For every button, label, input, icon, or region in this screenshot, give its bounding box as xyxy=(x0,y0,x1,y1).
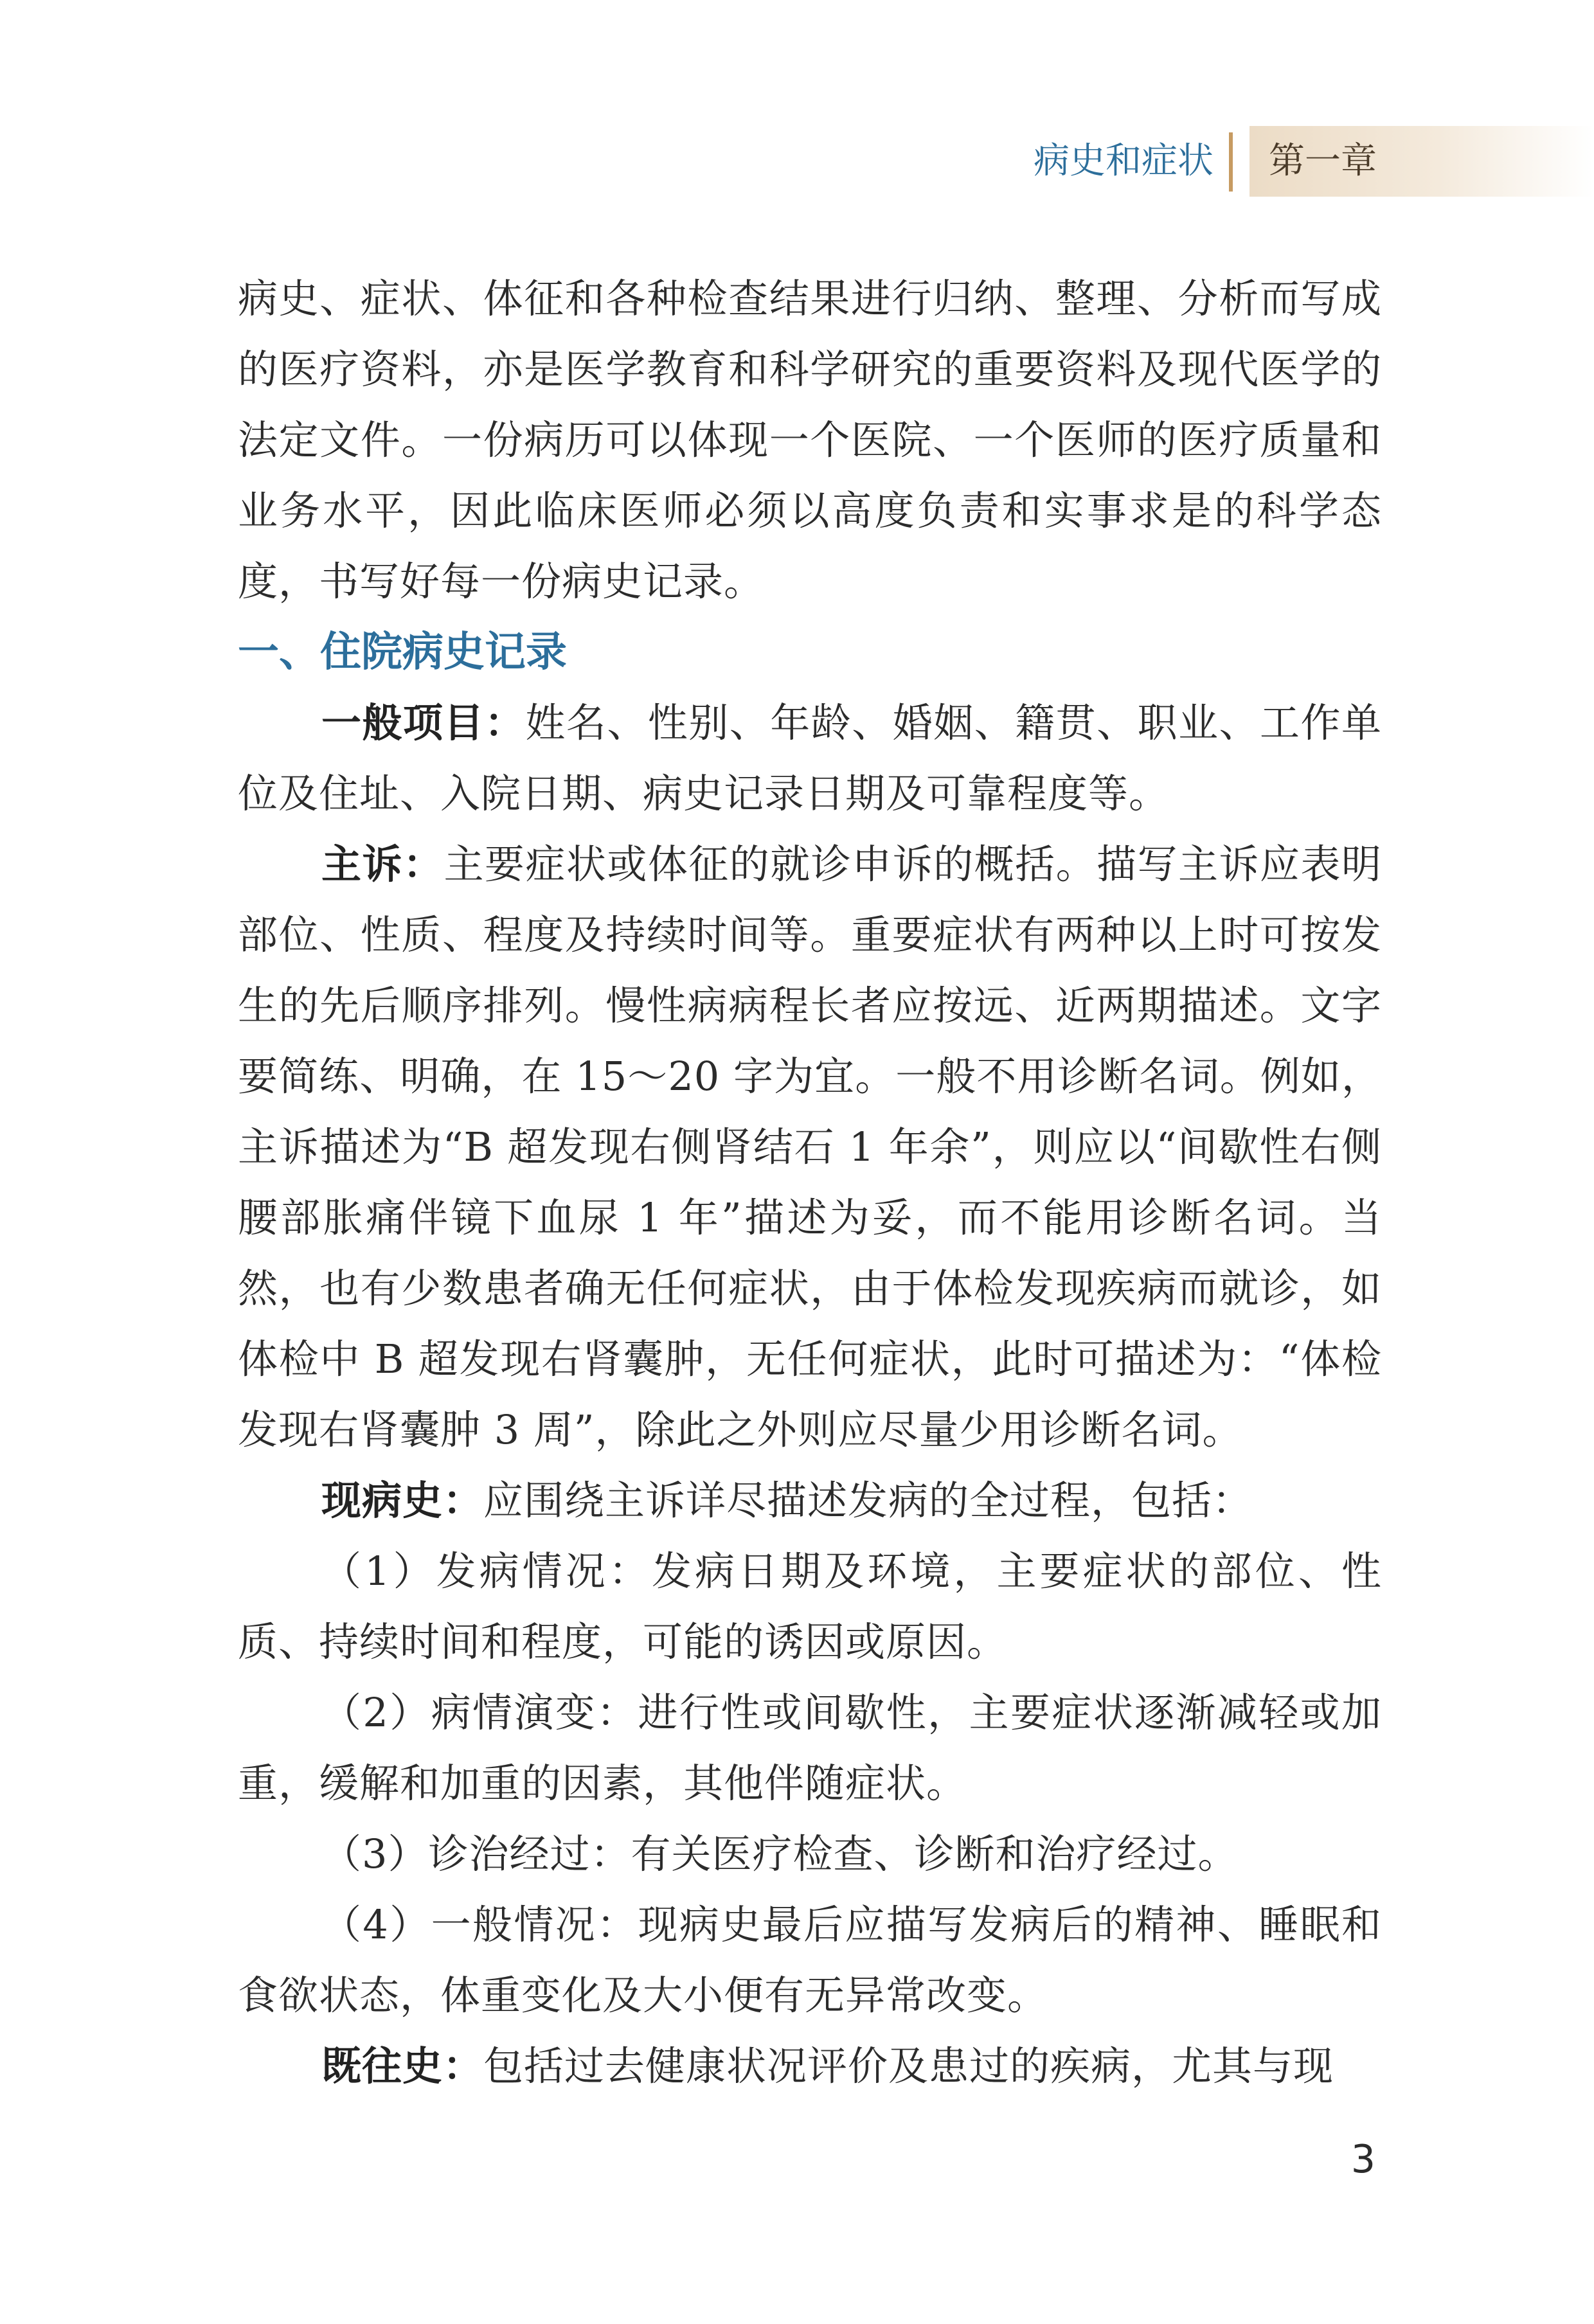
past-history-paragraph xyxy=(238,2031,1382,2102)
present-illness-item: （3）诊治经过：有关医疗检查、诊断和治疗经过。 xyxy=(321,1830,1239,1877)
present-illness-item: （2）病情演变：进行性或间歇性，主要症状逐渐减轻或加重，缓解和加重的因素，其他伴随症状。 xyxy=(238,1689,1382,1807)
header-divider xyxy=(1229,132,1233,192)
general-items-text: 姓名、性别、年龄、婚姻、籍贯、职业、工作单位及住址、入院日期、病史记录日期及可靠程度等。 xyxy=(238,699,1382,817)
chief-complaint-term: 主诉： xyxy=(321,841,444,888)
header-section-title: 病史和症状 xyxy=(1034,140,1213,182)
section-heading: 一、住院病史记录 xyxy=(238,629,567,676)
page-number: 3 xyxy=(1350,2137,1375,2182)
present-illness-item: （1）发病情况：发病日期及环境，主要症状的部位、性质、持续时间和程度，可能的诱因或原因。 xyxy=(238,1548,1382,1665)
present-illness-text: 应围绕主诉详尽描述发病的全过程，包括： xyxy=(483,1477,1253,1524)
present-illness-term: 现病史： xyxy=(321,1477,484,1524)
chief-complaint-text: 主要症状或体征的就诊申诉的概括。描写主诉应表明部位、性质、程度及持续时间等。重要症状有两种以上时可按发生的先后顺序排列。慢性病病程长者应按远、近两期描述。文字要简练、明确，在 15～20 字为宜。一般不用诊断名词。例如，主诉描述为“B 超发现右侧肾结石 1 年余”，则应以“间歇性右侧腰部胀痛伴镜下血尿 1 年”描述为妥，而不能用诊断名词。当然，也有少数患者确无任何症状，由于体检发现疾病而就诊，如体检中 B 超发现右肾囊肿，无任何症状，此时可描述为：“体检发现右肾囊肿 3 周”，除此之外则应尽量少用诊断名词。 xyxy=(238,841,1382,1453)
past-history-term: 既往史： xyxy=(321,2042,484,2089)
header-chapter-label: 第一章 xyxy=(1269,140,1377,182)
present-illness-item: （4）一般情况：现病史最后应描写发病后的精神、睡眠和食欲状态，体重变化及大小便有无异常改变。 xyxy=(238,1901,1382,2019)
page-body xyxy=(238,264,1382,2102)
running-header xyxy=(1003,126,1594,197)
past-history-text: 包括过去健康状况评价及患过的疾病，尤其与现 xyxy=(483,2042,1334,2089)
header-chapter-tab xyxy=(1249,126,1594,197)
chief-complaint-paragraph xyxy=(238,829,1382,1465)
intro-paragraph: 病史、症状、体征和各种检查结果进行归纳、整理、分析而写成的医疗资料，亦是医学教育和科学研究的重要资料及现代医学的法定文件。一份病历可以体现一个医院、一个医师的医疗质量和业务水平，因此临床医师必须以高度负责和实事求是的科学态度，书写好每一份病史记录。 xyxy=(238,275,1382,605)
general-items-term: 一般项目： xyxy=(321,699,526,746)
present-illness-paragraph xyxy=(238,1465,1382,1536)
general-items-paragraph xyxy=(238,688,1382,829)
